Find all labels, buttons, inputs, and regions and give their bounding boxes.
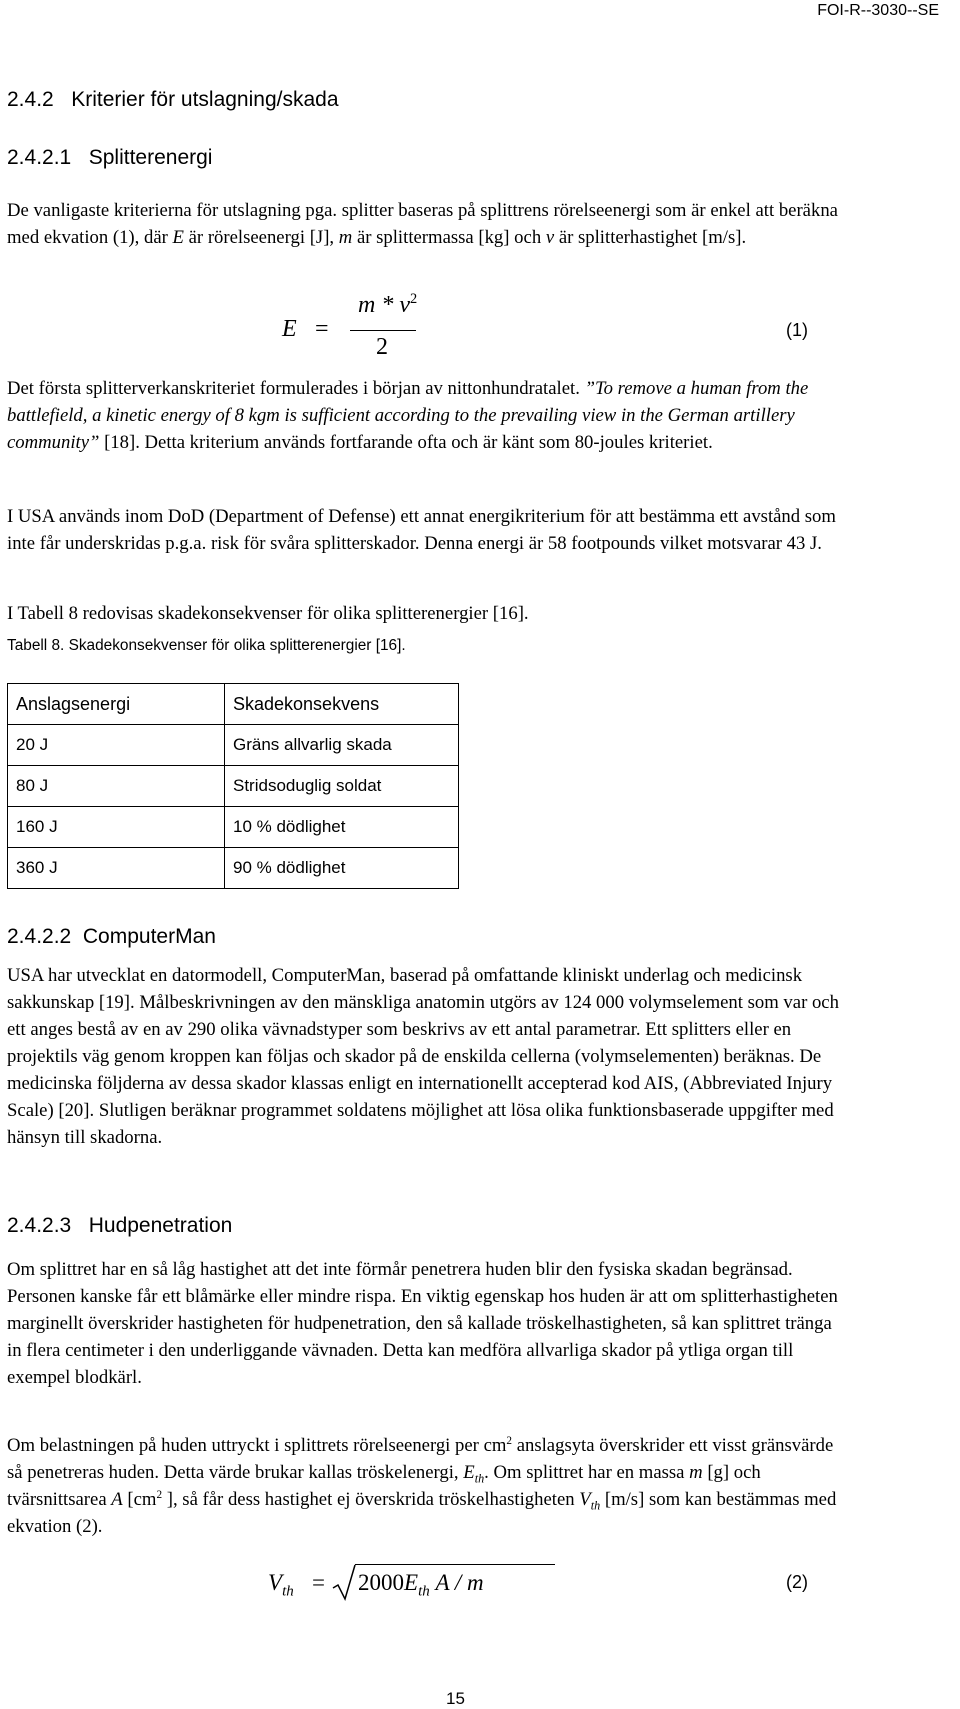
eq1-lhs: E — [282, 316, 297, 342]
paragraph-splitterenergi-intro: De vanligaste kriterierna för utslagning pga. splitter baseras på splittrens rörelseenergi som är enkel att beräkna med ekvation (1), där E är rörelseenergi [J], m är splittermassa [kg] och v är splitterhastighet [m/s]. — [7, 200, 838, 248]
table-row — [8, 848, 459, 889]
table-cell: 10 % dödlighet — [225, 807, 459, 848]
section-heading-2-4-2: 2.4.2 Kriterier för utslagning/skada — [7, 88, 339, 111]
section-heading-2-4-2-2: 2.4.2.2 ComputerMan — [7, 925, 216, 948]
eq2-equals: = — [312, 1570, 325, 1595]
paragraph-first-criterion: Det första splitterverkanskriteriet formulerades i början av nittonhundratalet. ”To remove a human from the battlefield, a kinetic energy of 8 kgm is sufficient according to the prevailing view in the German artillery community” [18]. Detta kriterium används fortfarande ofta och är känt som 80-joules kriteriet. — [7, 378, 809, 453]
paragraph-table-reference: I Tabell 8 redovisas skadekonsekvenser för olika splitterenergier [16]. — [7, 603, 529, 624]
table-row — [8, 807, 459, 848]
table-cell: Stridsoduglig soldat — [225, 766, 459, 807]
paragraph-usa-dod: I USA används inom DoD (Department of Defense) ett annat energikriterium för att bestämma ett avstånd som inte får underskridas p.g.a. risk för svåra splitterskador. Denna energi är 58 footpounds vilket motsvarar 43 J. — [7, 506, 836, 554]
equation-2-number: (2) — [786, 1572, 808, 1592]
damage-table — [7, 683, 459, 889]
table-header-cell: Skadekonsekvens — [225, 684, 459, 725]
eq1-equals: = — [315, 316, 329, 342]
sqrt-radical-icon — [332, 1564, 358, 1602]
table-row — [8, 725, 459, 766]
equation-2 — [268, 1564, 598, 1604]
section-heading-2-4-2-3: 2.4.2.3 Hudpenetration — [7, 1214, 233, 1237]
table-header-cell: Anslagsenergi — [8, 684, 225, 725]
table-cell: 80 J — [8, 766, 225, 807]
table-cell: 360 J — [8, 848, 225, 889]
paragraph-computerman: USA har utvecklat en datormodell, ComputerMan, baserad på omfattande kliniskt underlag och medicinsk sakkunskap [19]. Målbeskrivningen av den mänskliga anatomin utgörs av 124 000 volymselement som var och ett anges bestå av en av 290 olika vävnadstyper som beskrivs av ett antal parametrar. Ett splitters eller en projektils väg genom kroppen kan följas och skador på de enskilda cellerna (volymselementen) beräknas. De medicinska följderna av dessa skador klassas enligt en internationellt accepterad kod AIS, (Abbreviated Injury Scale) [20]. Slutligen beräknar programmet soldatens möjlighet att lösa olika funktionsbaserade uppgifter med hänsyn till skadorna. — [7, 965, 839, 1148]
section-heading-2-4-2-1: 2.4.2.1 Splitterenergi — [7, 146, 213, 169]
table-caption: Tabell 8. Skadekonsekvenser för olika splitterenergier [16]. — [7, 637, 406, 654]
eq1-fraction-bar — [350, 330, 416, 331]
eq2-lhs: $V_{th}$ — [268, 1570, 294, 1600]
table-row — [8, 766, 459, 807]
table-cell: 90 % dödlighet — [225, 848, 459, 889]
table-cell: Gräns allvarlig skada — [225, 725, 459, 766]
eq1-numerator: m * $v^2$ — [358, 291, 418, 318]
table-cell: 20 J — [8, 725, 225, 766]
page-number: 15 — [446, 1689, 465, 1708]
table-header-row — [8, 684, 459, 725]
eq1-denominator: 2 — [376, 334, 388, 360]
equation-1-number: (1) — [786, 320, 808, 340]
equation-1 — [278, 290, 428, 370]
criterion-quote: ”To remove a human from the battlefield, a kinetic energy of 8 kgm is sufficient according to the prevailing view in the German artillery community” — [7, 378, 809, 453]
paragraph-threshold-energy: Om belastningen på huden uttryckt i splittrets rörelseenergi per $cm^2$ anslagsyta överskrider ett visst gränsvärde så penetreras huden. Detta värde brukar kallas tröskelenergi, $E_{th}$. Om splittret har en massa m [g] och tvärsnittsarea A [$cm^2$ ], så får dess hastighet ej överskrida tröskelhastigheten $V_{th}$ [m/s] som kan bestämmas med ekvation (2). — [7, 1434, 837, 1537]
report-code: FOI-R--3030--SE — [817, 2, 939, 19]
table-cell: 160 J — [8, 807, 225, 848]
eq2-radicand: $2000E_{th}$ A / m — [358, 1570, 484, 1600]
sqrt-vinculum — [355, 1564, 555, 1565]
paragraph-hudpenetration: Om splittret har en så låg hastighet att det inte förmår penetrera huden blir den fysiska skadan begränsad. Personen kanske får ett blåmärke eller mindre rispa. En viktig egenskap hos huden är att om splitterhastigheten marginellt överskrider hastigheten för hudpenetration, den så kallade tröskelhastigheten, så kan splittret tränga in flera centimeter i den underliggande vävnaden. Detta kan medföra allvarliga skador på ytliga organ till exempel blodkärl. — [7, 1259, 838, 1388]
